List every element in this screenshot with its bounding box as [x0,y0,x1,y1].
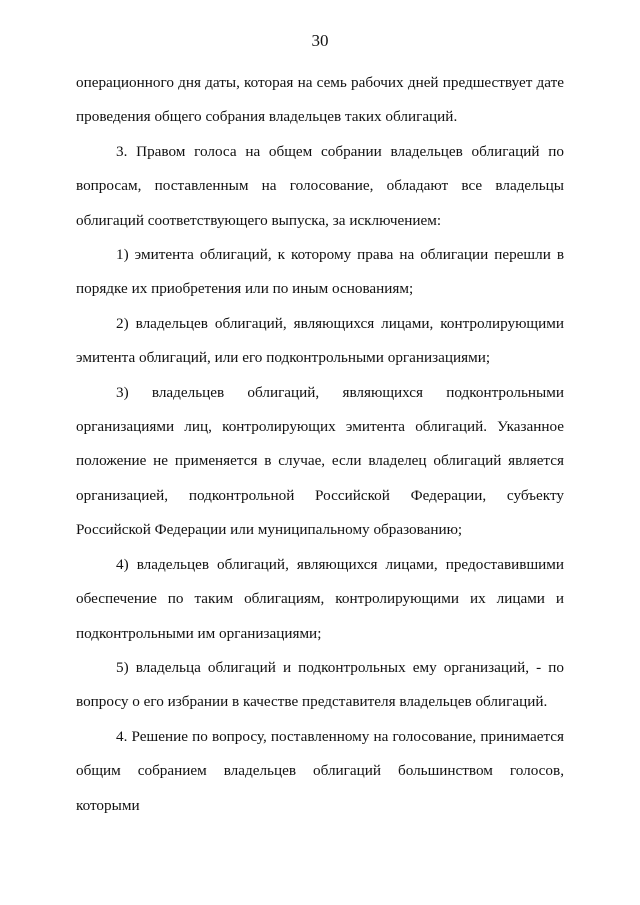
paragraph-clause-4: 4. Решение по вопросу, поставленному на голосование, принимается общим собранием владельцев облигаций большинством голосов, которыми [76,727,564,814]
page-number: 30 [311,31,329,50]
document-body [76,66,564,823]
paragraph-clause-3: 3. Правом голоса на общем собрании владельцев облигаций по вопросам, поставленным на голосование, обладают все владельцы облигаций соответствующего выпуска, за исключением: [76,142,564,229]
list-item-3: 3) владельцев облигаций, являющихся подконтрольными организациями лиц, контролирующих эмитента облигаций. Указанное положение не применяется в случае, если владелец облигаций является организацией, подконтрольной Российской Федерации, субъекту Российской Федерации или муниципальному образованию; [76,383,564,539]
paragraph-continuation: операционного дня даты, которая на семь рабочих дней предшествует дате проведения общего собрания владельцев таких облигаций. [76,74,564,126]
list-item-1: 1) эмитента облигаций, к которому права на облигации перешли в порядке их приобретения или по иным основаниям; [76,246,564,298]
list-item-4: 4) владельцев облигаций, являющихся лицами, предоставившими обеспечение по таким облигациям, контролирующими их лицами и подконтрольными им организациями; [76,555,564,642]
list-item-2: 2) владельцев облигаций, являющихся лицами, контролирующими эмитента облигаций, или его подконтрольными организациями; [76,314,564,367]
list-item-5: 5) владельца облигаций и подконтрольных ему организаций, - по вопросу о его избрании в качестве представителя владельцев облигаций. [76,658,564,711]
